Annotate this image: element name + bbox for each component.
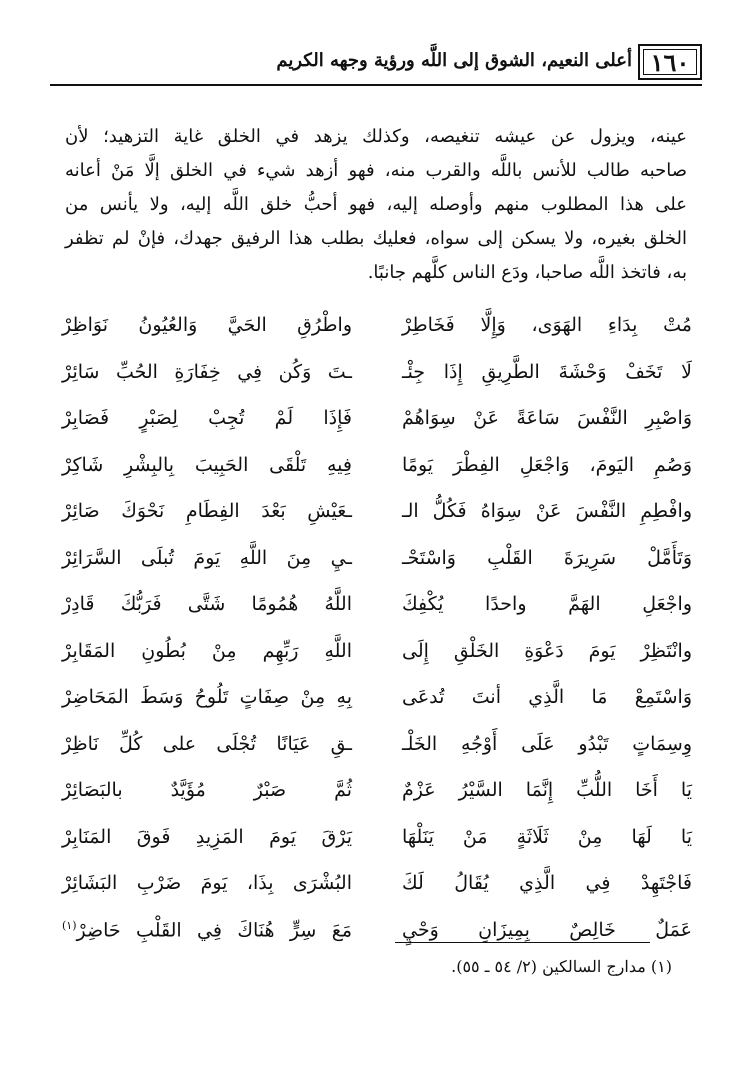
verse-second-hemistich: ـقِ عَيَانًا تُجْلَى على كُلِّ نَاظِرْ — [62, 732, 352, 755]
verse-first-hemistich: يَا أَخَا اللُّبِّ إِنَّمَا السَّيْرُ عَزْمٌ — [402, 779, 692, 802]
verse-first-hemistich: يَا لَهَا مِنْ ثَلَاثَةٍ مَنْ يَنَلْهَا — [402, 825, 692, 848]
prose-line: على هذا المطلوب منهم وأوصله إليه، فهو أحبُّ خلق اللَّه إليه، ولا يأنس من — [65, 194, 687, 215]
verse-text: مَعَ سِرٍّ هُنَاكَ فِي القَلْبِ حَاضِرْ — [76, 918, 352, 941]
prose-line: الخلق بغيره، ولا يسكن إلى سواه، فعليك بطلب هذا الرفيق جهدك، فإنْ لم تظفر — [65, 228, 687, 249]
footnote: (١) مدارج السالكين (٢/ ٥٤ ـ ٥٥). — [451, 957, 672, 976]
poem — [62, 302, 692, 953]
verse — [62, 814, 692, 861]
prose-line: به، فاتخذ اللَّه صاحبا، ودَع الناس كلَّهم جانبًا. — [367, 262, 687, 283]
verse-first-hemistich: وَاصْبِرِ النَّفْسَ سَاعَةً عَنْ سِوَاهُمْ — [402, 407, 692, 430]
verse-first-hemistich: فَاجْتَهِدْ فِي الَّذِي يُقَالُ لَكَ — [402, 872, 692, 895]
verse — [62, 442, 692, 489]
verse-second-hemistich: فِيهِ تَلْقَى الحَبِيبَ بِالبِشْرِ شَاكِرْ — [62, 453, 352, 476]
verse — [62, 628, 692, 675]
verse-second-hemistich: بِهِ مِنْ صِفَاتٍ تَلُوحُ وَسَطَ المَحَاضِرْ — [62, 686, 352, 709]
footnote-marker: (١) — [62, 918, 77, 932]
verse-first-hemistich: وَصُمِ اليَومَ، وَاجْعَلِ الفِطْرَ يَومًا — [402, 453, 692, 476]
verse — [62, 907, 692, 954]
verse-first-hemistich: وَاسْتَمِعْ مَا الَّذِي أنتَ تُدعَى — [402, 686, 692, 709]
verse — [62, 674, 692, 721]
verse-second-hemistich: فَإِذَا لَمْ تُجِبْ لِصَبْرٍ فَصَابِرْ — [62, 407, 352, 430]
page-header — [50, 44, 702, 84]
verse-first-hemistich: واجْعَلِ الهَمَّ واحدًا يُكْفِكَ — [402, 593, 692, 616]
prose-line: عينه، ويزول عن عيشه تنغيصه، وكذلك يزهد في الخلق غاية التزهيد؛ لأن — [65, 126, 687, 147]
verse-second-hemistich: اللَّهِ رَبِّهِم مِنْ بُطُونِ المَقَابِرْ — [62, 639, 352, 662]
verse — [62, 860, 692, 907]
verse — [62, 767, 692, 814]
verse-second-hemistich: ـعَيْشِ بَعْدَ الفِطَامِ نَحْوَكَ صَائِرْ — [62, 500, 352, 523]
verse-first-hemistich: وانْتَظِرْ يَومَ دَعْوَةِ الخَلْقِ إِلَى — [402, 639, 692, 662]
verse-second-hemistich: اللَّهُ هُمُومًا شَتَّى فَرَبُّكَ قَادِرْ — [62, 593, 352, 616]
verse — [62, 535, 692, 582]
verse — [62, 488, 692, 535]
page-number: ١٦٠ — [638, 44, 702, 80]
header-rule — [50, 84, 702, 86]
footnote-separator — [395, 942, 650, 943]
verse — [62, 581, 692, 628]
verse-second-hemistich: واطْرُقِ الحَيَّ وَالعُيُونُ نَوَاظِرْ — [62, 314, 352, 337]
verse-second-hemistich: ـتَ وَكُن فِي خِفَارَةِ الحُبِّ سَائِرْ — [62, 360, 352, 383]
verse-second-hemistich — [62, 919, 352, 941]
verse-first-hemistich: مُتْ بِدَاءِ الهَوَى، وَإِلَّا فَخَاطِرْ — [402, 314, 692, 337]
verse-first-hemistich: وافْطِمِ النَّفْسَ عَنْ سِوَاهُ فَكُلُّ الـ — [402, 500, 692, 523]
verse-second-hemistich: البُشْرَى بِذَا، يَومَ ضَرْبِ البَشَائِرْ — [62, 872, 352, 895]
verse-second-hemistich: ثُمَّ صَبْرٌ مُؤَيَّدٌ بالبَصَائِرْ — [62, 779, 352, 802]
verse-first-hemistich: عَمَلٌ خَالِصٌ بِمِيزَانِ وَحْيٍ — [402, 918, 692, 941]
verse — [62, 721, 692, 768]
verse — [62, 349, 692, 396]
verse-second-hemistich: ـيِ مِنَ اللَّهِ يَومَ تُبلَى السَّرَائِرْ — [62, 546, 352, 569]
verse-first-hemistich: وَتَأَمَّلْ سَرِيرَةَ القَلْبِ وَاسْتَحْـ — [402, 546, 692, 569]
prose-line: صاحبه طالب للأنس باللَّه والقرب منه، فهو أزهد شيء في الخلق إلَّا مَنْ أعانه — [65, 160, 687, 181]
running-title: أعلى النعيم، الشوق إلى اللَّه ورؤية وجهه الكريم — [276, 50, 632, 71]
prose-paragraph — [65, 120, 687, 290]
verse-first-hemistich: لَا تَخَفْ وَحْشَةَ الطَّرِيقِ إِذَا جِئْـ — [402, 360, 692, 383]
verse — [62, 302, 692, 349]
verse-first-hemistich: وِسِمَاتٍ تَبْدُو عَلَى أَوْجُهِ الخَلْـ — [402, 732, 692, 755]
verse-second-hemistich: يَرْقَ يَومَ المَزِيدِ فَوقَ المَنَابِرْ — [62, 825, 352, 848]
verse — [62, 395, 692, 442]
